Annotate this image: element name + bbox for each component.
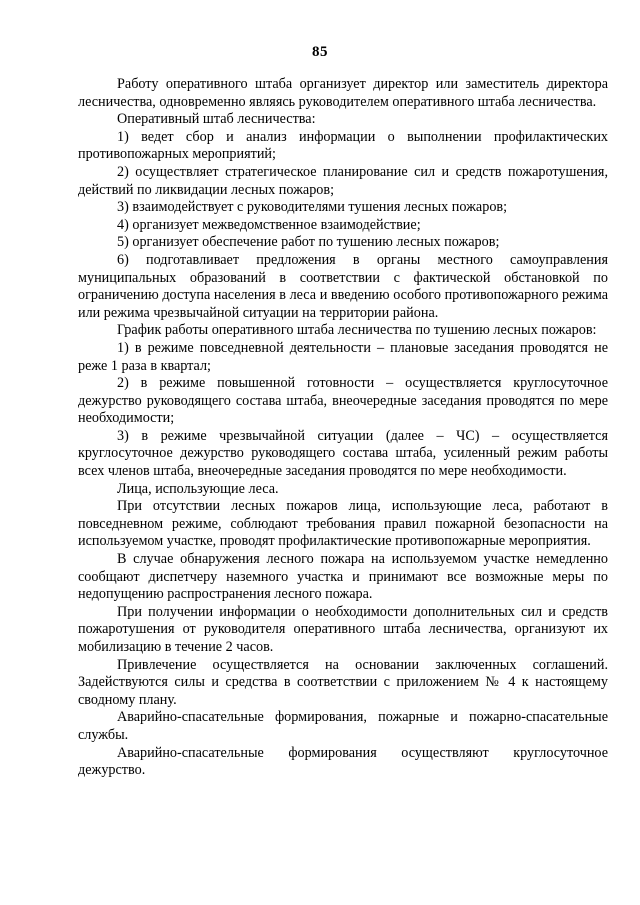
list-item-duty-1: 1) ведет сбор и анализ информации о выполнении профилактических противопожарных мероприятий;	[78, 128, 608, 163]
paragraph-headquarters-leader: Работу оперативного штаба организует директор или заместитель директора лесничества, одновременно являясь руководителем оперативного штаба лесничества.	[78, 76, 608, 110]
list-item-schedule-3: 3) в режиме чрезвычайной ситуации (далее – ЧС) – осуществляется круглосуточное дежурство руководящего состава штаба, усиленный режим работы всех членов штаба, внеочередные заседания проводятся по мере необходимости.	[78, 427, 608, 480]
paragraph-engagement: Привлечение осуществляется на основании заключенных соглашений. Задействуются силы и средства в соответствии с приложением № 4 к настоящему сводному плану.	[78, 656, 608, 708]
paragraph-forest-users-normal: При отсутствии лесных пожаров лица, использующие леса, работают в повседневном режиме, соблюдают требования правил пожарной безопасности на используемом участке, проводят профилактические противопожарные мероприятия.	[78, 498, 608, 550]
document-body	[78, 76, 608, 780]
paragraph-forest-users-detection: В случае обнаружения лесного пожара на используемом участке немедленно сообщают диспетчеру наземного участка и принимают все возможные меры по недопущению распространения лесного пожара.	[78, 551, 608, 603]
paragraph-headquarters-intro: Оперативный штаб лесничества:	[117, 111, 316, 128]
list-item-duty-3: 3) взаимодействует с руководителями тушения лесных пожаров;	[117, 199, 508, 216]
page-number: 85	[312, 44, 328, 60]
list-item-duty-2: 2) осуществляет стратегическое планирование сил и средств пожаротушения, действий по ликвидации лесных пожаров;	[78, 163, 608, 198]
list-item-duty-5: 5) организует обеспечение работ по тушению лесных пожаров;	[117, 234, 500, 251]
paragraph-rescue-services-heading: Аварийно-спасательные формирования, пожарные и пожарно-спасательные службы.	[78, 709, 608, 743]
paragraph-schedule-intro: График работы оперативного штаба лесничества по тушению лесных пожаров:	[117, 322, 597, 339]
list-item-schedule-1: 1) в режиме повседневной деятельности – плановые заседания проводятся не реже 1 раза в квартал;	[78, 339, 608, 374]
list-item-duty-6: 6) подготавливает предложения в органы местного самоуправления муниципальных образований в соответствии с фактической обстановкой по ограничению доступа населения в леса и введению особого противопожарного режима или режима чрезвычайной ситуации на территории района.	[78, 251, 608, 321]
paragraph-forest-users-mobilization: При получении информации о необходимости дополнительных сил и средств пожаротушения от руководителя оперативного штаба лесничества, организуют их мобилизацию в течение 2 часов.	[78, 603, 608, 655]
list-item-schedule-2: 2) в режиме повышенной готовности – осуществляется круглосуточное дежурство руководящего состава штаба, внеочередные заседания проводятся по мере необходимости;	[78, 375, 608, 427]
list-item-duty-4: 4) организует межведомственное взаимодействие;	[117, 216, 421, 233]
paragraph-rescue-duty: Аварийно-спасательные формирования осуществляют круглосуточное дежурство.	[78, 744, 608, 779]
paragraph-forest-users-heading: Лица, использующие леса.	[117, 480, 279, 497]
